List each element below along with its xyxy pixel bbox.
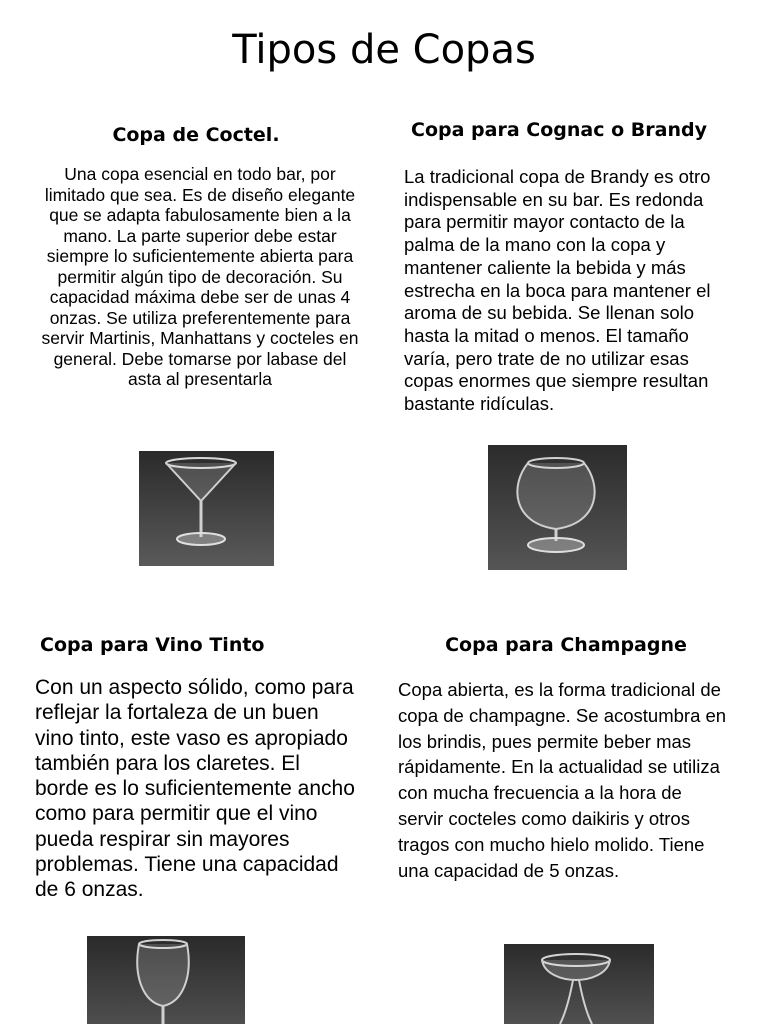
champagne-coupe-icon	[504, 944, 654, 1024]
cognac-heading: Copa para Cognac o Brandy	[411, 119, 707, 141]
wine-glass-icon	[87, 936, 245, 1024]
champagne-text: Copa abierta, es la forma tradicional de copa de champagne. Se acostumbra en los brindis, pues permite beber mas rápidamente. En la actualidad se utiliza con mucha frecuencia a la hora de servir cocteles como daikiris y otros tragos con mucho hielo molido. Tiene una capacidad de 5 onzas.	[398, 679, 727, 881]
coctel-text: Una copa esencial en todo bar, por limitado que sea. Es de diseño elegante que se adapta fabulosamente bien a la mano. La parte superior debe estar siempre lo suficientemente abierta para permitir algún tipo de decoración. Su capacidad máxima debe ser de unas 4 onzas. Se utiliza preferentemente para servir Martinis, Manhattans y cocteles en general. Debe tomarse por labase del asta al presentarla	[41, 164, 359, 389]
cognac-text: La tradicional copa de Brandy es otro indispensable en su bar. Es redonda para permitir mayor contacto de la palma de la mano con la copa y mantener caliente la bebida y más estrecha en la boca para mantener el aroma de su bebida. Se llenan solo hasta la mitad o menos. El tamaño varía, pero trate de no utilizar esas copas enormes que siempre resultan bastante ridículas.	[404, 166, 711, 415]
coctel-heading: Copa de Coctel.	[112, 124, 280, 146]
champagne-heading: Copa para Champagne	[445, 634, 687, 656]
vino-heading: Copa para Vino Tinto	[40, 634, 265, 656]
vino-text: Con un aspecto sólido, como para reflejar la fortaleza de un buen vino tinto, este vaso es apropiado también para los claretes. El borde es lo suficientemente ancho como para permitir que el vino pueda respirar sin mayores problemas. Tiene una capacidad de 6 onzas.	[35, 676, 355, 902]
martini-glass-icon	[139, 451, 274, 566]
page-title: Tipos de Copas	[232, 27, 536, 73]
brandy-snifter-icon	[488, 445, 627, 570]
